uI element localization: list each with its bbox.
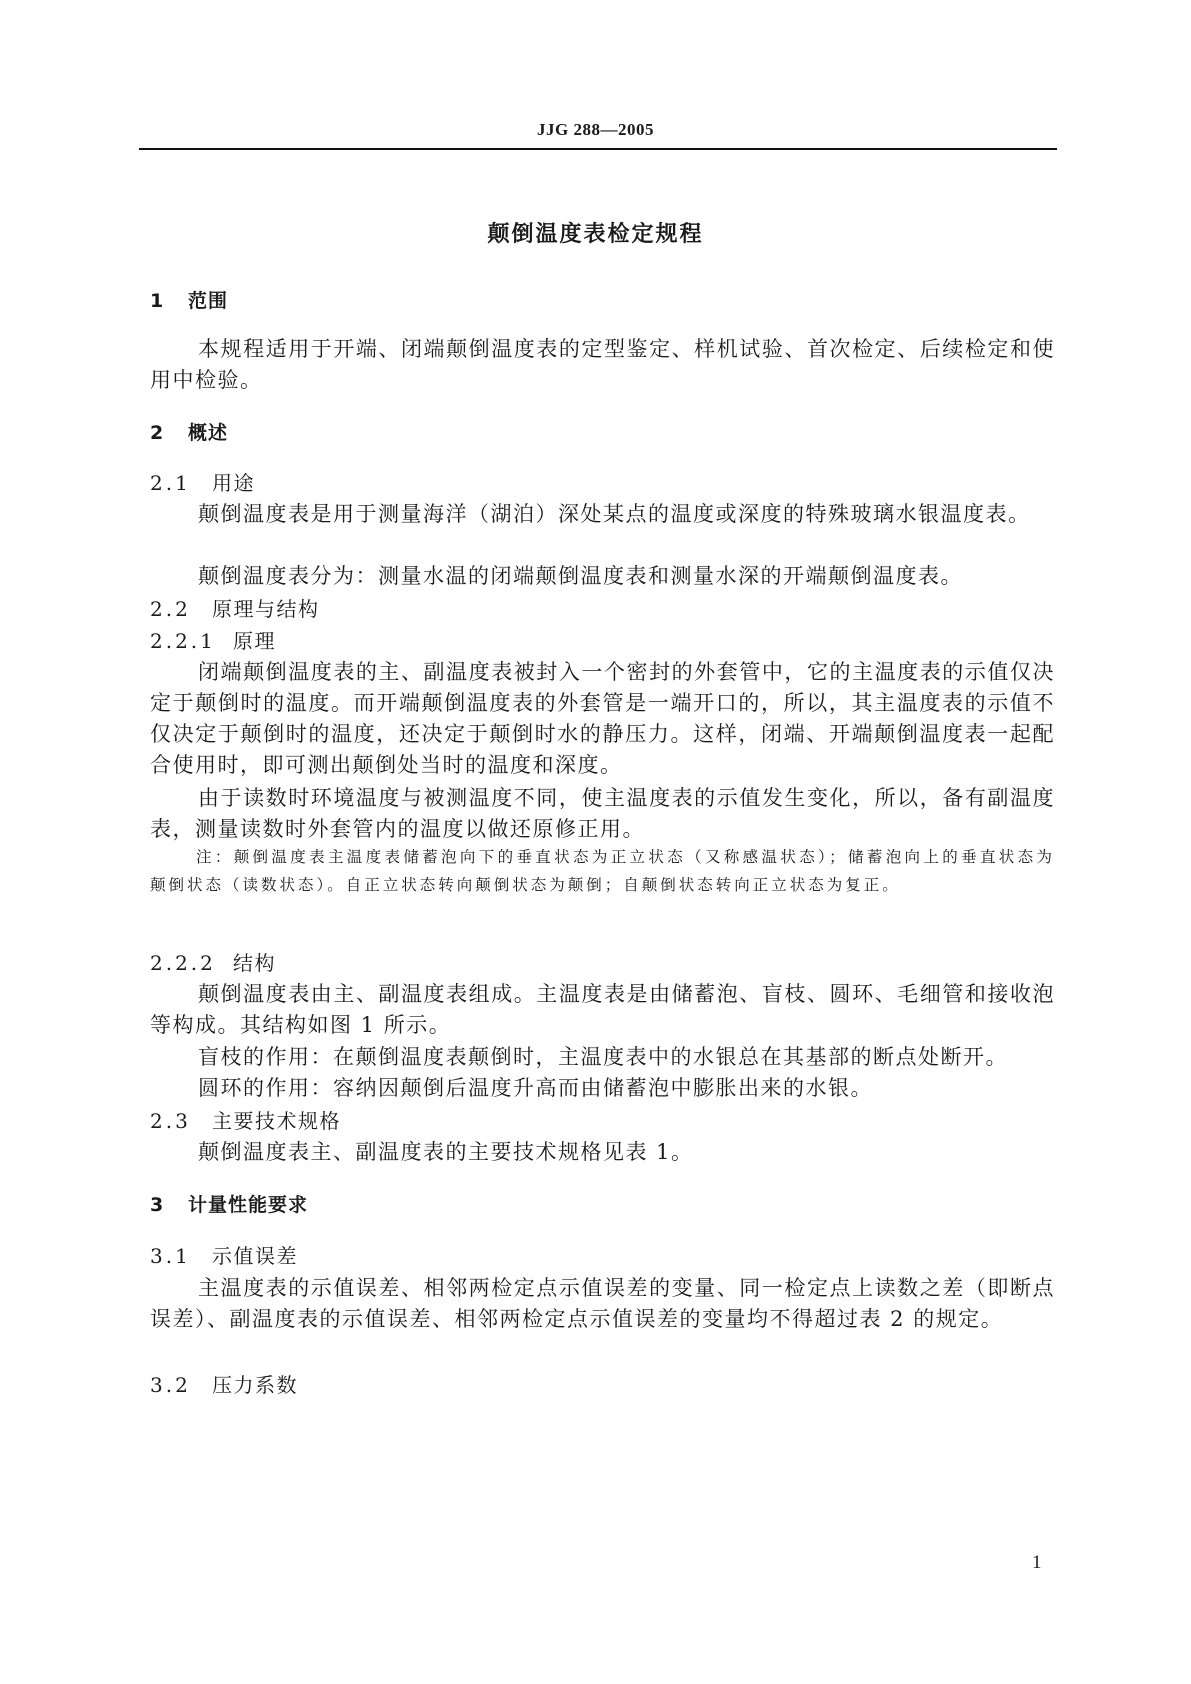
paragraph: 颠倒温度表主、副温度表的主要技术规格见表 1。 <box>198 1140 694 1164</box>
subsection-number: 2.3 <box>150 1109 191 1133</box>
running-header: JJG 288—2005 <box>537 120 654 139</box>
subsection-title: 示值误差 <box>212 1244 298 1268</box>
subsection-number: 3.2 <box>150 1373 191 1397</box>
subsection-heading-2-1 <box>150 467 255 496</box>
section-number: 1 <box>150 290 165 312</box>
section-number: 3 <box>150 1194 165 1216</box>
subsection-number: 2.2.2 <box>150 951 216 975</box>
document-title: 颠倒温度表检定规程 <box>487 222 704 247</box>
note: 注：颠倒温度表主温度表储蓄泡向下的垂直状态为正立状态（又称感温状态）；储蓄泡向上的垂直状态为颠倒状态（读数状态）。自正立状态转向颠倒状态为颠倒；自颠倒状态转向正立状态为复正。 <box>150 848 1055 894</box>
subsection-title: 结构 <box>233 951 276 975</box>
subsection-title: 用途 <box>212 471 255 495</box>
paragraph: 颠倒温度表分为：测量水温的闭端颠倒温度表和测量水深的开端颠倒温度表。 <box>198 564 963 588</box>
subsection-heading-2-2-1 <box>150 625 276 654</box>
paragraph: 闭端颠倒温度表的主、副温度表被封入一个密封的外套管中，它的主温度表的示值仅决定于颠倒时的温度。而开端颠倒温度表的外套管是一端开口的，所以，其主温度表的示值不仅决定于颠倒时的温度，还决定于颠倒时水的静压力。这样，闭端、开端颠倒温度表一起配合使用时，即可测出颠倒处当时的温度和深度。 <box>150 660 1055 777</box>
subsection-number: 2.2.1 <box>150 629 216 653</box>
page-number: 1 <box>1032 1552 1042 1573</box>
header-rule <box>139 148 1057 150</box>
section-title: 概述 <box>188 422 229 444</box>
paragraph: 由于读数时环境温度与被测温度不同，使主温度表的示值发生变化，所以，备有副温度表，测量读数时外套管内的温度以做还原修正用。 <box>150 786 1055 841</box>
paragraph: 盲枝的作用：在颠倒温度表颠倒时，主温度表中的水银总在其基部的断点处断开。 <box>198 1045 1008 1069</box>
paragraph: 本规程适用于开端、闭端颠倒温度表的定型鉴定、样机试验、首次检定、后续检定和使用中检验。 <box>150 337 1055 392</box>
subsection-heading-3-2 <box>150 1369 298 1398</box>
paragraph: 主温度表的示值误差、相邻两检定点示值误差的变量、同一检定点上读数之差（即断点误差）、副温度表的示值误差、相邻两检定点示值误差的变量均不得超过表 2 的规定。 <box>150 1276 1055 1331</box>
subsection-heading-2-2 <box>150 593 320 622</box>
subsection-number: 3.1 <box>150 1244 191 1268</box>
subsection-title: 压力系数 <box>212 1373 298 1397</box>
subsection-heading-3-1 <box>150 1240 298 1269</box>
paragraph: 圆环的作用：容纳因颠倒后温度升高而由储蓄泡中膨胀出来的水银。 <box>198 1076 873 1100</box>
subsection-heading-2-3 <box>150 1105 341 1134</box>
subsection-number: 2.1 <box>150 471 191 495</box>
paragraph: 颠倒温度表是用于测量海洋（湖泊）深处某点的温度或深度的特殊玻璃水银温度表。 <box>198 502 1031 526</box>
section-heading-2 <box>150 418 228 445</box>
subsection-title: 原理与结构 <box>212 597 320 621</box>
section-number: 2 <box>150 422 165 444</box>
section-heading-1 <box>150 286 228 313</box>
subsection-title: 主要技术规格 <box>212 1109 341 1133</box>
section-title: 计量性能要求 <box>188 1194 309 1216</box>
section-heading-3 <box>150 1190 308 1217</box>
section-title: 范围 <box>188 290 229 312</box>
subsection-number: 2.2 <box>150 597 191 621</box>
subsection-title: 原理 <box>233 629 276 653</box>
subsection-heading-2-2-2 <box>150 947 276 976</box>
paragraph: 颠倒温度表由主、副温度表组成。主温度表是由储蓄泡、盲枝、圆环、毛细管和接收泡等构成。其结构如图 1 所示。 <box>150 982 1055 1037</box>
